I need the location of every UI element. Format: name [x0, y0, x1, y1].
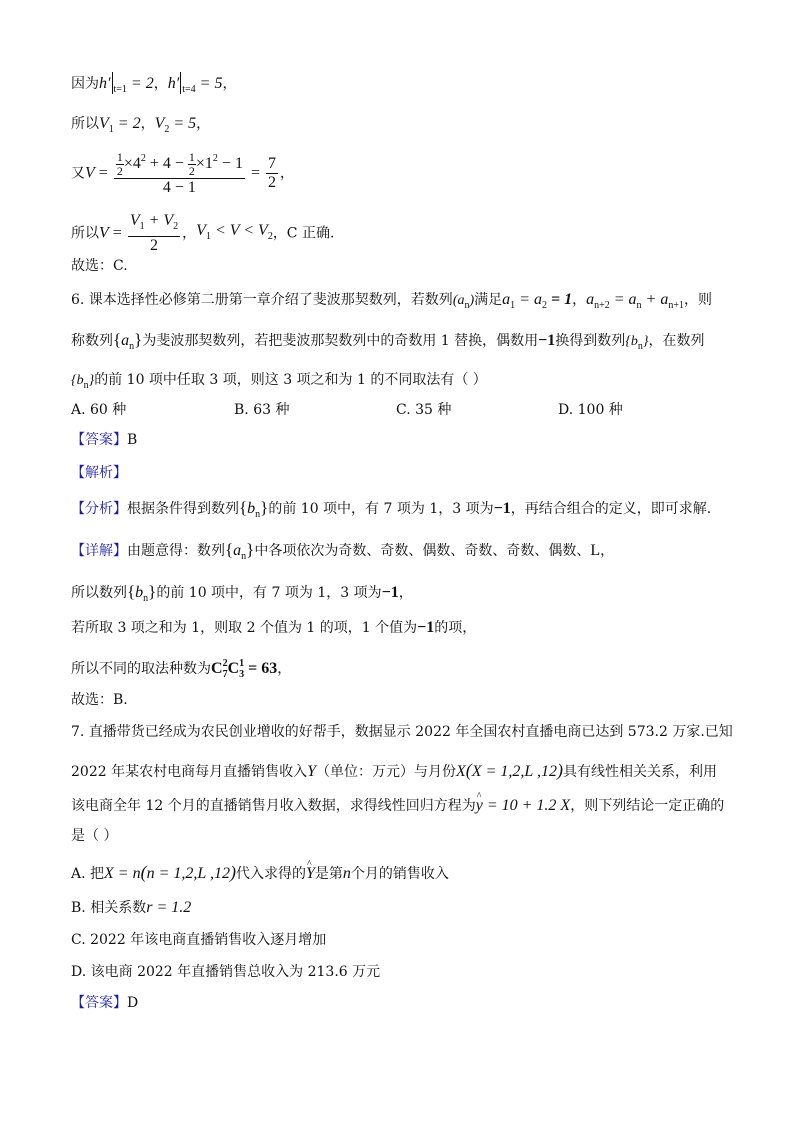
formula-ellipsis: L [590, 542, 601, 559]
formula-a1-a2: $a_1 = a_2 = 1$ [502, 291, 573, 311]
solution-line-average: 又V = $\frac{1}{2}$ $\times 4^2 + 4$ − $\frac{1}{2}$ $\times 1^2 - 1$ 4 − 1 = $\frac{7}{2}$ ， [71, 149, 294, 196]
solution-line-compare: 所以V = $\frac{V_1 + V_2}{2}$ ，$V_1 < V < V_2$，C 正确. [71, 212, 335, 254]
q6-option-a: A. 60 种 [71, 402, 127, 418]
text-c-correct: ，C 正确. [272, 225, 335, 242]
formula-inequality: $V_1 < V < V_2$ [196, 221, 273, 242]
q6-text: ，在数列 [648, 333, 705, 349]
q7-text: （单位：万元）与月份 [316, 764, 456, 780]
formula-v: V [85, 164, 95, 182]
q7-text: 该电商全年 12 个月的直播销售月收入数据，求得线性回归方程为 [71, 798, 476, 814]
q6-text: ，则 [683, 292, 712, 308]
q7-line-1: 7. 直播带货已经成为农民创业增收的好帮手，数据显示 2022 年全国农村直播电商已达到 573.2 万家.已知 [71, 724, 733, 740]
text-end: ， [196, 116, 211, 132]
q6-option-d: D. 100 种 [558, 402, 623, 418]
text-you: 又 [71, 165, 85, 182]
q7-option-d: D. 该电商 2022 年直播销售总收入为 213.6 万元 [71, 964, 381, 980]
formula-y-hat: ^ Y [306, 865, 315, 882]
q6-analysis-tag [71, 463, 127, 483]
fraction-average-rate: $\frac{1}{2}$ $\times 4^2 + 4$ − $\frac{1}{2}$ $\times 1^2 - 1$ 4 − 1 [114, 150, 245, 197]
text-end: ， [279, 165, 294, 182]
fraction-v1-plus-v2: $\frac{V_1 + V_2}{2}$ [129, 212, 179, 254]
q6-text: 若所取 3 项之和为 1，则取 2 个值为 1 的项，1 个值为 [71, 620, 418, 636]
formula-seq-bn-braces: $\{b_n\}$ [127, 582, 157, 604]
q6-text: 的项， [434, 620, 477, 636]
q6-text: 为斐波那契数列，若把斐波那契数列中的奇数用 1 替换，偶数用 [142, 333, 539, 349]
q7-option-c: C. 2022 年该电商直播销售收入逐月增加 [71, 932, 327, 948]
q7-text: 代入求得的 [236, 866, 306, 882]
answer-tag: 【答案】 [71, 432, 127, 448]
q6-text: ，再结合组合的定义，即可求解. [510, 501, 712, 517]
q7-option-a: A. 把X = n(n = 1,2,L ,12)代入求得的^ Y是第n个月的销售收入 [71, 862, 449, 884]
q6-text: 6. 课本选择性必修第二册第一章介绍了斐波那契数列，若数列 [71, 292, 453, 308]
q7-text: 个月的销售收入 [350, 866, 449, 882]
formula-v2: $V_2 = 5$ [154, 115, 197, 135]
q6-fenxi: 【分析】根据条件得到数列$\{b_n\}$的前 10 项中，有 7 项为 1，3 项为−1，再结合组合的定义，即可求解. [71, 498, 712, 520]
formula-seq-an-braces: $\{a_n\}$ [225, 540, 255, 562]
formula-h-prime-1: h′ $_{t=1}$ = 2 [99, 75, 154, 92]
q7-line-4: 是（ ） [71, 828, 118, 844]
q6-option-c: C. 35 种 [396, 402, 452, 418]
q7-text: 2022 年某农村电商每月直播销售收入 [71, 764, 308, 780]
q7-text: B. 相关系数 [71, 900, 147, 916]
q7-line-2 [71, 760, 717, 782]
formula-x-range: X(X = 1,2,L ,12) [456, 760, 563, 780]
xiangjie-tag: 【详解】 [71, 543, 127, 559]
q6-step-3 [71, 654, 291, 685]
q7-text: A. 把 [71, 866, 105, 882]
formula-seq-bn: $\{b_n\}$ [625, 334, 649, 352]
q6-text: 所以数列 [71, 585, 127, 601]
q6-answer [71, 430, 137, 450]
q6-line-3 [71, 370, 487, 396]
formula-regression: ^ y = 10 + 1.2 X [476, 797, 570, 814]
q6-line-1 [71, 290, 712, 316]
formula-seq-an-braces: $\{a_n\}$ [113, 330, 143, 352]
text-end: ， [222, 76, 237, 92]
text-sep: ， [153, 76, 168, 92]
q6-text: 中各项依次为奇数、奇数、偶数、奇数、奇数、偶数、 [254, 543, 591, 559]
formula-combination: $C_7^2C_3^1 = 63$ [211, 658, 278, 680]
q6-text: 所以不同的取法种数为 [71, 661, 211, 677]
formula-recurrence: $a_{n+2} = a_n + a_{n+1}$ [586, 291, 684, 311]
answer-tag: 【答案】 [71, 995, 127, 1011]
analysis-tag: 【解析】 [71, 465, 127, 481]
formula-v1: $V_1 = 2$ [99, 115, 141, 135]
q6-text: 换得到数列 [555, 333, 626, 349]
q6-choose-b: 故选：B. [71, 692, 128, 708]
fraction-seven-halves: $\frac{7}{2}$ [267, 154, 276, 191]
q6-text: ， [572, 292, 587, 308]
formula-seq-an: $(a_n)$ [452, 293, 475, 311]
formula-r: r = 1.2 [146, 899, 192, 916]
q6-step-2: 若所取 3 项之和为 1，则取 2 个值为 1 的项，1 个值为−1的项， [71, 619, 477, 636]
q7-text: ，则下列结论一定正确的 [570, 798, 725, 814]
text-sep: ， [182, 225, 197, 242]
q6-text: 的前 10 项中，有 7 项为 1，3 项为 [268, 501, 494, 517]
q6-line-2 [71, 330, 705, 357]
q7-text: 具有线性相关关系，利用 [562, 764, 717, 780]
answer-value: D [127, 995, 139, 1011]
solution-line-derivative [71, 72, 236, 100]
formula-seq-bn-braces: $\{b_n\}$ [239, 498, 269, 520]
q6-text: ， [277, 661, 292, 677]
q6-step-1: 所以数列$\{b_n\}$的前 10 项中，有 7 项为 1，3 项为−1， [71, 582, 413, 604]
q6-text: 满足 [474, 292, 503, 308]
q6-option-b: B. 63 种 [234, 402, 290, 418]
formula-y: Y [307, 763, 316, 780]
text-suoyi: 所以 [71, 116, 99, 132]
formula-minus-one: −1 [538, 332, 556, 349]
text-yinwei: 因为 [71, 76, 99, 92]
q7-line-3 [71, 796, 724, 816]
q6-text: 由题意得：数列 [127, 543, 225, 559]
q6-text: 根据条件得到数列 [127, 501, 239, 517]
q6-text: ， [398, 585, 413, 601]
q6-text: 的前 10 项中任取 3 项，则这 3 项之和为 1 的不同取法有（ ） [94, 372, 487, 388]
q7-text: 是第 [314, 866, 343, 882]
fenxi-tag: 【分析】 [71, 501, 127, 517]
text-sep: ， [140, 116, 155, 132]
q6-xiangjie [71, 540, 614, 567]
q6-text: 的前 10 项中，有 7 项为 1，3 项为 [156, 585, 382, 601]
text-suoyi: 所以 [71, 225, 99, 242]
formula-x-equals-n: X = n(n = 1,2,L ,12) [104, 862, 236, 882]
q6-text: 称数列 [71, 333, 113, 349]
formula-seq-bn: $\{b_n\}$ [71, 373, 95, 391]
q7-answer [71, 993, 138, 1013]
formula-h-prime-4: h′ $_{t=4}$ = 5 [168, 75, 223, 92]
q7-option-b [71, 898, 191, 918]
q6-text: ， [600, 543, 615, 559]
solution-line-choose-c: 故选：C. [71, 258, 128, 274]
solution-line-v1v2 [71, 114, 210, 140]
answer-value: B [127, 432, 138, 448]
